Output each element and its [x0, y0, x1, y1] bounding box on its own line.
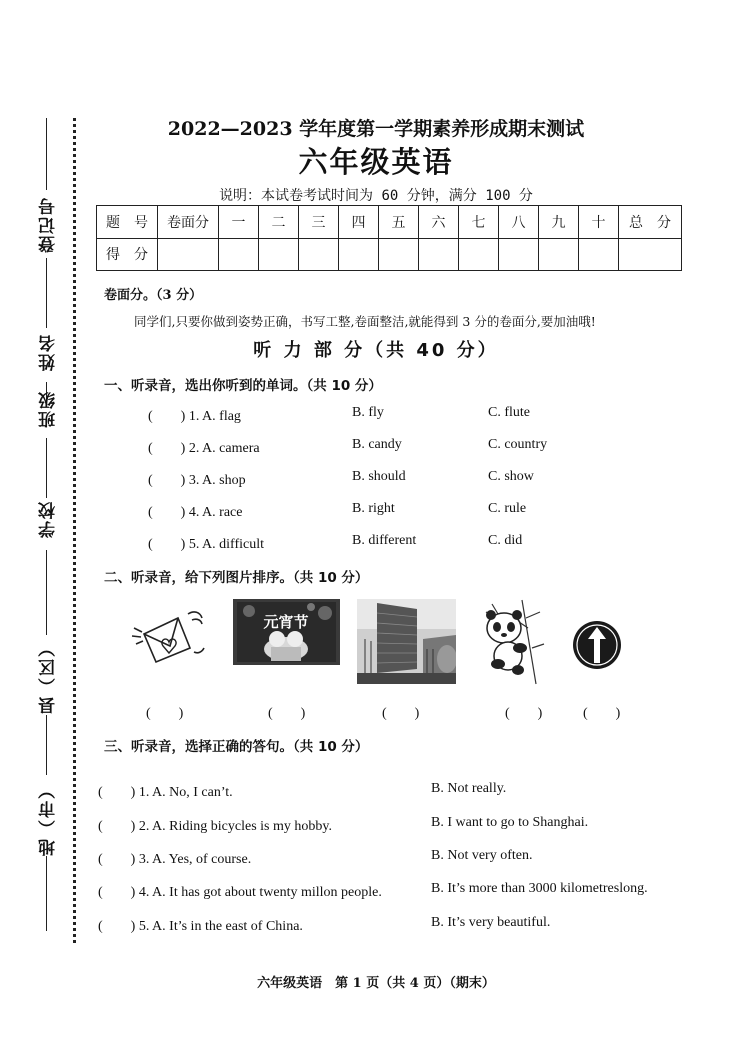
margin-label-name: 姓名 — [39, 333, 59, 371]
picture-order-blank[interactable]: ( ) — [382, 706, 420, 721]
s1-q1[interactable]: ( ) 1. A. flag — [148, 409, 241, 424]
picture-order-blank[interactable]: ( ) — [583, 706, 621, 721]
section1-title: 一、听录音，选出你听到的单词。（共 10 分） — [104, 378, 382, 394]
neatness-text: 同学们,只要你做到姿势正确，书写工整,卷面整洁,就能得到 3 分的卷面分,要加油哦! — [134, 314, 596, 329]
score-table — [96, 205, 682, 271]
binding-dotted-line — [73, 118, 76, 943]
score-blank-cell[interactable] — [299, 238, 339, 271]
score-cell: 八 — [499, 206, 539, 239]
s1-q4-c: C. rule — [488, 501, 527, 516]
score-blank-cell[interactable] — [379, 238, 419, 271]
score-table-header-row — [97, 206, 682, 239]
s1-q3[interactable]: ( ) 3. A. shop — [148, 473, 246, 488]
score-cell: 四 — [339, 206, 379, 239]
picture-order-blank[interactable]: ( ) — [505, 706, 543, 721]
exam-title: 2022—2023 学年度第一学期素养形成期末测试 — [167, 118, 585, 140]
score-cell: 五 — [379, 206, 419, 239]
subject-title: 六年级英语 — [298, 145, 454, 179]
margin-label-class: 班级 — [39, 390, 59, 428]
s1-q1-b: B. fly — [352, 405, 384, 420]
picture-order-blank[interactable]: ( ) — [268, 706, 306, 721]
s3-q2[interactable]: ( ) 2. A. Riding bicycles is my hobby. — [98, 819, 332, 834]
up-arrow-sign-icon — [572, 620, 622, 670]
envelope-heart-icon — [130, 606, 212, 666]
city-buildings-picture — [357, 599, 456, 684]
score-cell: 二 — [259, 206, 299, 239]
score-cell: 十 — [579, 206, 619, 239]
s3-q4[interactable]: ( ) 4. A. It has got about twenty millon people. — [98, 885, 382, 900]
s3-q1[interactable]: ( ) 1. A. No, I can’t. — [98, 785, 233, 800]
margin-blank-line — [46, 438, 47, 498]
margin-label-city: 地（市） — [39, 780, 59, 856]
lantern-festival-picture — [233, 599, 340, 665]
s3-q5-b: B. It’s very beautiful. — [431, 915, 551, 930]
s1-q4[interactable]: ( ) 4. A. race — [148, 505, 243, 520]
s3-q5[interactable]: ( ) 5. A. It’s in the east of China. — [98, 919, 303, 934]
s1-q1-c: C. flute — [488, 405, 530, 420]
s1-q5-c: C. did — [488, 533, 523, 548]
margin-label-school: 学校 — [39, 500, 59, 538]
score-cell: 六 — [419, 206, 459, 239]
score-cell: 七 — [459, 206, 499, 239]
margin-blank-line — [46, 856, 47, 931]
score-blank-cell[interactable] — [499, 238, 539, 271]
s1-q2[interactable]: ( ) 2. A. camera — [148, 441, 260, 456]
score-blank-cell[interactable] — [219, 238, 259, 271]
listening-header: 听 力 部 分（共 40 分） — [253, 340, 499, 361]
score-blank-cell[interactable] — [419, 238, 459, 271]
score-blank-cell[interactable] — [539, 238, 579, 271]
s3-q3-b: B. Not very often. — [431, 848, 533, 863]
score-cell: 三 — [299, 206, 339, 239]
score-cell: 一 — [219, 206, 259, 239]
picture-order-blank[interactable]: ( ) — [146, 706, 184, 721]
s1-q2-c: C. country — [488, 437, 548, 452]
margin-blank-line — [46, 258, 47, 328]
score-cell: 卷面分 — [158, 206, 219, 239]
s3-q4-b: B. It’s more than 3000 kilometreslong. — [431, 881, 648, 896]
margin-label-registration: 登记号 — [39, 196, 59, 253]
score-blank-cell[interactable] — [259, 238, 299, 271]
s1-q5-b: B. different — [352, 533, 417, 548]
section2-title: 二、听录音，给下列图片排序。（共 10 分） — [104, 570, 369, 586]
s3-q3[interactable]: ( ) 3. A. Yes, of course. — [98, 852, 252, 867]
score-blank-cell[interactable] — [619, 238, 682, 271]
s1-q3-c: C. show — [488, 469, 534, 484]
s3-q2-b: B. I want to go to Shanghai. — [431, 815, 589, 830]
s1-q3-b: B. should — [352, 469, 406, 484]
s1-q4-b: B. right — [352, 501, 395, 516]
poster-text: 元宵节 — [263, 613, 309, 631]
page-footer: 六年级英语 第 1 页（共 4 页）（期末） — [257, 976, 495, 991]
neatness-title: 卷面分。（3 分） — [104, 288, 203, 303]
s1-q2-b: B. candy — [352, 437, 402, 452]
section3-title: 三、听录音，选择正确的答句。（共 10 分） — [104, 739, 369, 755]
margin-label-county: 县（区） — [39, 638, 59, 714]
margin-blank-line — [46, 550, 47, 635]
exam-note: 说明：本试卷考试时间为 60 分钟，满分 100 分 — [219, 188, 533, 204]
score-table-score-row — [97, 238, 682, 271]
s1-q5[interactable]: ( ) 5. A. difficult — [148, 537, 265, 552]
score-blank-cell[interactable] — [459, 238, 499, 271]
score-blank-cell[interactable] — [158, 238, 219, 271]
s3-q1-b: B. Not really. — [431, 781, 507, 796]
score-cell: 题 号 — [97, 206, 158, 239]
score-cell: 总 分 — [619, 206, 682, 239]
score-blank-cell[interactable] — [339, 238, 379, 271]
score-row-label: 得 分 — [97, 238, 158, 271]
score-cell: 九 — [539, 206, 579, 239]
panda-icon — [478, 598, 548, 686]
score-blank-cell[interactable] — [579, 238, 619, 271]
margin-blank-line — [46, 715, 47, 775]
